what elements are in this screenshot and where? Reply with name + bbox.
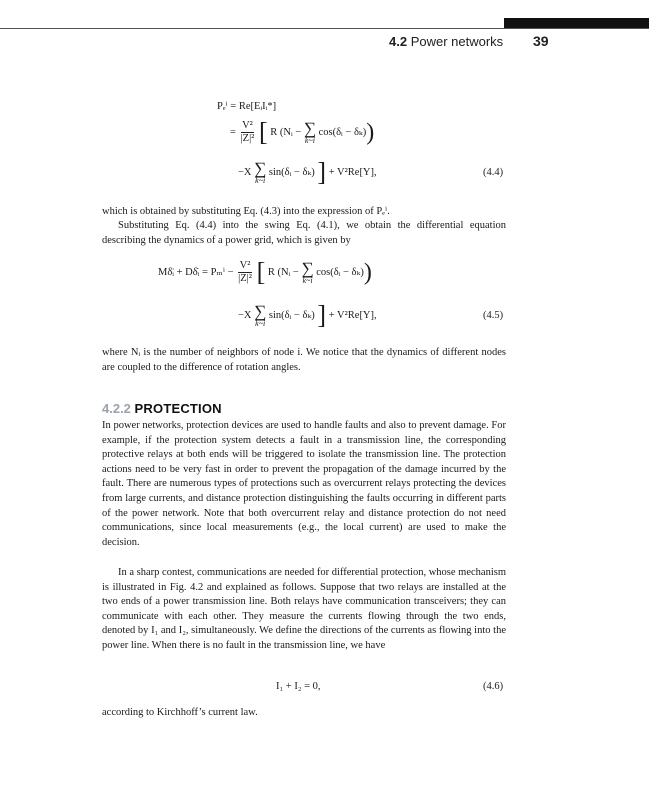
eq45-frac-num: V²: [239, 260, 251, 271]
eq44-line3-suffix: + V²Re[Y],: [328, 166, 377, 178]
paragraph-2: Substituting Eq. (4.4) into the swing Eq. (4.1), we obtain the differential equation describing the dynamics of a power grid, which is given by: [102, 220, 506, 246]
eq45-inner: R (Nᵢ −: [267, 266, 302, 278]
eq46-number: (4.6): [483, 681, 504, 692]
eq44-sum1-sub: k~i: [304, 136, 315, 145]
eq46-expression: I₁ + I₂ = 0,: [276, 681, 321, 692]
eq45-sum2-sub: k~i: [255, 319, 266, 328]
eq44-line1: Pₑⁱ = Re[EᵢIᵢ*]: [217, 101, 277, 112]
eq44-cos: cos(δᵢ − δₖ): [318, 126, 367, 138]
header-section-title: Power networks: [410, 34, 504, 49]
eq44-frac-num: V²: [242, 120, 253, 131]
eq45-number: (4.5): [483, 310, 504, 321]
eq45-line2: −X ∑ k~i sin(δᵢ − δₖ) ] + V²Re[Y],: [238, 300, 377, 330]
eq44-frac-den: |Z|²: [240, 133, 255, 144]
eq45-frac-den: |Z|²: [238, 273, 252, 284]
eq44-sin: sin(δᵢ − δₖ): [268, 166, 315, 178]
paragraph-1: which is obtained by substituting Eq. (4.3) into the expression of Pₑⁱ.: [102, 206, 390, 217]
eq44-sum1: ∑ k~i: [303, 119, 316, 145]
eq44-line2: = $\frac{\text{V²}}{\text{|Z|²}}$ [ R (Nᵢ − ∑ k~i cos(δᵢ − δₖ)): [230, 117, 375, 147]
section-heading: [102, 401, 222, 416]
paragraph-3: where Nᵢ is the number of neighbors of node i. We notice that the dynamics of different nodes are coupled to the difference of rotation angles.: [102, 347, 506, 373]
eq45-sum1-sub: k~i: [302, 276, 313, 285]
section-title: PROTECTION: [134, 401, 222, 416]
paragraph-4: In power networks, protection devices are used to handle faults and also to prevent damage. For example, if the protection system detects a fault in a transmission line, the corresponding protective relays at both ends will be triggered to isolate the transmission line. The protection actions need to be very fast in order to prevent the propagation of the damage incurred by the fault. There are numerous types of protections such as overcurrent relays protecting the devices from large currents, and distance protection distinguishing the faults occurring in different parts of the power network. Note that both overcurrent relay and distance protection do not need communications, since local measurements (e.g., the local current) are used to make the decision.: [102, 420, 506, 548]
eq44-fraction: [241, 120, 255, 145]
eq45-line2-prefix: −X: [238, 309, 252, 321]
eq44-sum2-sub: k~i: [255, 176, 266, 185]
eq45-sum1: ∑ k~i: [301, 259, 314, 285]
eq44-sum2: ∑ k~i: [254, 159, 267, 185]
eq45-cos: cos(δᵢ − δₖ): [316, 266, 364, 278]
eq44-line3: −X ∑ k~i sin(δᵢ − δₖ) ] + V²Re[Y],: [238, 157, 377, 187]
eq45-sum2: ∑ k~i: [254, 302, 267, 328]
page-number: 39: [533, 33, 549, 49]
eq44-inner: R (Nᵢ −: [270, 126, 304, 138]
running-header: [389, 34, 503, 49]
eq45-lhs: Mδ̈ᵢ + Dδ̇ᵢ = Pₘⁱ −: [158, 266, 234, 278]
eq45-line1: Mδ̈ᵢ + Dδ̇ᵢ = Pₘⁱ − $\frac{\text{V²}}{\text{|Z|²}}$ [ R (Nᵢ − ∑ k~i cos(δᵢ − δₖ)): [158, 257, 372, 287]
eq45-line2-suffix: + V²Re[Y],: [328, 309, 377, 321]
header-section-number: 4.2: [389, 34, 408, 49]
eq45-sin: sin(δᵢ − δₖ): [268, 309, 315, 321]
eq44-number: (4.4): [483, 167, 504, 178]
header-rule: [0, 28, 649, 29]
paragraph-5: In a sharp contest, communications are needed for differential protection, whose mechanism is illustrated in Fig. 4.2 and explained as follows. Suppose that two relays are installed at the two ends of a power transmission line. Both relays have communication transceivers; they can communicate with each other. They measure the currents flowing through the two ends, denoted by I₁ and I₂, simultaneously. We define the directions of the currents as flowing into the power line. When there is no fault in the transmission line, we have: [102, 567, 506, 651]
paragraph-6: according to Kirchhoff’s current law.: [102, 707, 258, 718]
section-number: 4.2.2: [102, 401, 131, 416]
eq44-line3-prefix: −X: [238, 166, 252, 178]
eq45-fraction: [238, 260, 252, 285]
